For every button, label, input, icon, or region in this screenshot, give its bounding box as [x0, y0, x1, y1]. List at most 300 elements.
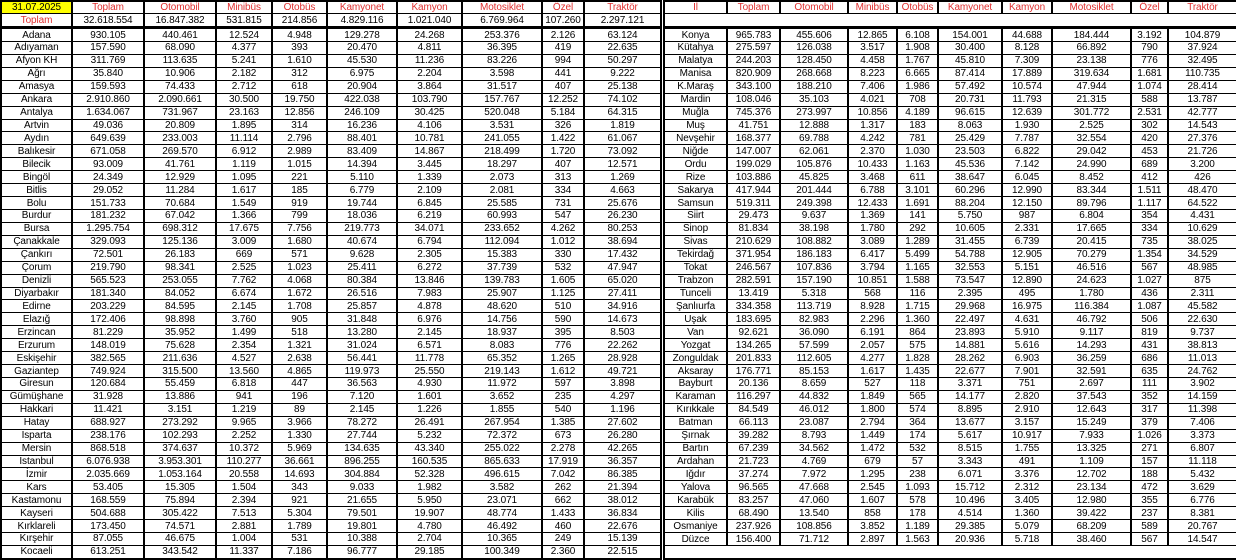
value-cell[interactable]: 6.975 — [327, 67, 397, 80]
value-cell[interactable]: 44.688 — [1002, 28, 1052, 42]
value-cell[interactable]: 29.052 — [72, 184, 144, 197]
value-cell[interactable]: 2.796 — [272, 132, 327, 145]
value-cell[interactable]: 2.820 — [1002, 390, 1052, 403]
value-cell[interactable]: 79.501 — [327, 507, 397, 520]
value-cell[interactable]: 1.012 — [542, 235, 584, 248]
value-cell[interactable]: 679 — [848, 455, 897, 468]
value-cell[interactable]: 11.398 — [1168, 403, 1236, 416]
province-cell[interactable]: Tunceli — [664, 287, 727, 300]
value-cell[interactable]: 1.027 — [1131, 274, 1168, 287]
province-cell[interactable]: Elazığ — [1, 313, 72, 326]
value-cell[interactable]: 134.635 — [327, 442, 397, 455]
value-cell[interactable]: 28.928 — [584, 352, 661, 365]
value-cell[interactable]: 21.726 — [1168, 145, 1236, 158]
value-cell[interactable]: 819 — [1131, 326, 1168, 339]
value-cell[interactable]: 20.936 — [938, 533, 1002, 546]
value-cell[interactable]: 4.297 — [584, 390, 661, 403]
value-cell[interactable]: 13.540 — [780, 507, 848, 520]
value-cell[interactable]: 89 — [272, 403, 327, 416]
value-cell[interactable]: 172.406 — [72, 313, 144, 326]
value-cell[interactable]: 590 — [542, 313, 584, 326]
value-cell[interactable]: 1.339 — [397, 171, 462, 184]
value-cell[interactable]: 4.431 — [1168, 209, 1236, 222]
value-cell[interactable]: 183 — [897, 119, 938, 132]
value-cell[interactable]: 4.277 — [848, 352, 897, 365]
value-cell[interactable]: 36.563 — [327, 377, 397, 390]
value-cell[interactable]: 5.750 — [938, 209, 1002, 222]
value-cell[interactable]: 2.704 — [397, 533, 462, 546]
value-cell[interactable]: 5.617 — [938, 429, 1002, 442]
value-cell[interactable]: 1.755 — [1002, 442, 1052, 455]
value-cell[interactable]: 22.515 — [584, 545, 661, 559]
value-cell[interactable]: 7.042 — [542, 468, 584, 481]
value-cell[interactable]: 32.553 — [938, 261, 1002, 274]
column-header-il[interactable]: İl — [664, 1, 727, 14]
value-cell[interactable]: 426 — [1168, 171, 1236, 184]
value-cell[interactable]: 13.846 — [397, 274, 462, 287]
value-cell[interactable]: 10.906 — [144, 67, 216, 80]
province-cell[interactable]: Bartın — [664, 442, 727, 455]
value-cell[interactable]: 105.876 — [780, 158, 848, 171]
value-cell[interactable]: 89.796 — [1052, 197, 1131, 210]
province-cell[interactable]: Hatay — [1, 416, 72, 429]
value-cell[interactable]: 578 — [897, 494, 938, 507]
value-cell[interactable]: 103.886 — [727, 171, 780, 184]
value-cell[interactable]: 1.321 — [272, 339, 327, 352]
province-cell[interactable]: Edirne — [1, 300, 72, 313]
value-cell[interactable]: 2.395 — [938, 287, 1002, 300]
value-cell[interactable]: 111 — [1131, 377, 1168, 390]
value-cell[interactable]: 412 — [1131, 171, 1168, 184]
value-cell[interactable]: 134.265 — [727, 339, 780, 352]
value-cell[interactable]: 8.083 — [462, 339, 542, 352]
value-cell[interactable]: 7.901 — [1002, 365, 1052, 378]
value-cell[interactable]: 3.966 — [272, 416, 327, 429]
value-cell[interactable]: 1.908 — [897, 42, 938, 55]
value-cell[interactable]: 905 — [272, 313, 327, 326]
value-cell[interactable]: 8.793 — [780, 429, 848, 442]
column-header-minibus[interactable]: Minibüs — [848, 1, 897, 14]
value-cell[interactable]: 78.272 — [327, 416, 397, 429]
value-cell[interactable]: 334 — [1131, 222, 1168, 235]
province-cell[interactable]: Antalya — [1, 106, 72, 119]
value-cell[interactable]: 25.907 — [462, 287, 542, 300]
value-cell[interactable]: 38.647 — [938, 171, 1002, 184]
value-cell[interactable]: 26.280 — [584, 429, 661, 442]
value-cell[interactable]: 1.715 — [897, 300, 938, 313]
value-cell[interactable]: 108.046 — [727, 93, 780, 106]
value-cell[interactable]: 255.022 — [462, 442, 542, 455]
value-cell[interactable]: 36.661 — [272, 455, 327, 468]
value-cell[interactable]: 1.369 — [848, 209, 897, 222]
value-cell[interactable]: 868.518 — [72, 442, 144, 455]
value-cell[interactable]: 98.898 — [144, 313, 216, 326]
value-cell[interactable]: 29.385 — [938, 520, 1002, 533]
value-cell[interactable]: 1.605 — [542, 274, 584, 287]
value-cell[interactable]: 1.269 — [584, 171, 661, 184]
value-cell[interactable]: 221 — [272, 171, 327, 184]
value-cell[interactable]: 38.694 — [584, 235, 661, 248]
province-cell[interactable]: Isparta — [1, 429, 72, 442]
province-cell[interactable]: Kilis — [664, 507, 727, 520]
value-cell[interactable]: 14.543 — [1168, 119, 1236, 132]
value-cell[interactable]: 46.792 — [1052, 313, 1131, 326]
value-cell[interactable]: 6.665 — [897, 67, 938, 80]
value-cell[interactable]: 565.523 — [72, 274, 144, 287]
value-cell[interactable]: 29.042 — [1052, 145, 1131, 158]
value-cell[interactable]: 1.617 — [848, 365, 897, 378]
value-cell[interactable]: 10.605 — [938, 222, 1002, 235]
value-cell[interactable]: 39.422 — [1052, 507, 1131, 520]
value-cell[interactable]: 12.990 — [1002, 184, 1052, 197]
value-cell[interactable]: 60.993 — [462, 209, 542, 222]
value-cell[interactable]: 1.360 — [897, 313, 938, 326]
value-cell[interactable]: 314 — [272, 119, 327, 132]
value-cell[interactable]: 919 — [272, 197, 327, 210]
province-cell[interactable]: K.Maraş — [664, 80, 727, 93]
value-cell[interactable]: 472 — [1131, 481, 1168, 494]
province-cell[interactable]: Mardin — [664, 93, 727, 106]
value-cell[interactable]: 3.902 — [1168, 377, 1236, 390]
value-cell[interactable]: 10.781 — [397, 132, 462, 145]
value-cell[interactable]: 6.272 — [397, 261, 462, 274]
value-cell[interactable]: 38.012 — [584, 494, 661, 507]
value-cell[interactable]: 23.163 — [216, 106, 272, 119]
value-cell[interactable]: 4.106 — [397, 119, 462, 132]
value-cell[interactable]: 181.232 — [72, 209, 144, 222]
value-cell[interactable]: 14.159 — [1168, 390, 1236, 403]
value-cell[interactable]: 3.864 — [397, 80, 462, 93]
value-cell[interactable]: 1.074 — [1131, 80, 1168, 93]
value-cell[interactable]: 12.702 — [1052, 468, 1131, 481]
value-cell[interactable]: 46.516 — [1052, 261, 1131, 274]
province-cell[interactable]: Amasya — [1, 80, 72, 93]
province-cell[interactable]: Çanakkale — [1, 235, 72, 248]
value-cell[interactable]: 23.071 — [462, 494, 542, 507]
value-cell[interactable]: 126.038 — [780, 42, 848, 55]
value-cell[interactable]: 1.720 — [542, 145, 584, 158]
province-cell[interactable]: Rize — [664, 171, 727, 184]
value-cell[interactable]: 22.635 — [584, 42, 661, 55]
value-cell[interactable]: 9.737 — [1168, 326, 1236, 339]
value-cell[interactable]: 26.491 — [397, 416, 462, 429]
value-cell[interactable]: 57 — [897, 455, 938, 468]
value-cell[interactable]: 3.760 — [216, 313, 272, 326]
value-cell[interactable]: 519.311 — [727, 197, 780, 210]
value-cell[interactable]: 2.278 — [542, 442, 584, 455]
value-cell[interactable]: 25.138 — [584, 80, 661, 93]
value-cell[interactable]: 649.639 — [72, 132, 144, 145]
column-header-traktor[interactable]: Traktör — [584, 1, 661, 14]
value-cell[interactable]: 65.020 — [584, 274, 661, 287]
value-cell[interactable]: 25.857 — [327, 300, 397, 313]
value-cell[interactable]: 6.779 — [327, 184, 397, 197]
value-cell[interactable]: 2.081 — [462, 184, 542, 197]
province-cell[interactable]: İstanbul — [1, 455, 72, 468]
column-header-kamyonet[interactable]: Kamyonet — [327, 1, 397, 14]
value-cell[interactable]: 6.807 — [1168, 442, 1236, 455]
value-cell[interactable]: 156.400 — [727, 533, 780, 546]
value-cell[interactable]: 2.545 — [848, 481, 897, 494]
province-cell[interactable]: Mersin — [1, 442, 72, 455]
value-cell[interactable]: 244.203 — [727, 54, 780, 67]
value-cell[interactable]: 36.090 — [780, 326, 848, 339]
value-cell[interactable]: 67.042 — [144, 209, 216, 222]
value-cell[interactable]: 19.801 — [327, 520, 397, 533]
value-cell[interactable]: 453 — [1131, 145, 1168, 158]
value-cell[interactable]: 3.192 — [1131, 28, 1168, 42]
value-cell[interactable]: 12.150 — [1002, 197, 1052, 210]
value-cell[interactable]: 447 — [272, 377, 327, 390]
province-cell[interactable]: Niğde — [664, 145, 727, 158]
value-cell[interactable]: 751 — [1002, 377, 1052, 390]
value-cell[interactable]: 2.182 — [216, 67, 272, 80]
value-cell[interactable]: 355 — [1131, 494, 1168, 507]
value-cell[interactable]: 987 — [1002, 209, 1052, 222]
value-cell[interactable]: 83.409 — [327, 145, 397, 158]
value-cell[interactable]: 4.865 — [272, 365, 327, 378]
value-cell[interactable]: 531 — [272, 533, 327, 546]
value-cell[interactable]: 417.944 — [727, 184, 780, 197]
value-cell[interactable]: 128.450 — [780, 54, 848, 67]
value-cell[interactable]: 1.499 — [216, 326, 272, 339]
value-cell[interactable]: 157.590 — [72, 42, 144, 55]
value-cell[interactable]: 14.756 — [462, 313, 542, 326]
value-cell[interactable]: 12.890 — [1002, 274, 1052, 287]
value-cell[interactable]: 3.373 — [1168, 429, 1236, 442]
value-cell[interactable]: 50.297 — [584, 54, 661, 67]
value-cell[interactable]: 273.997 — [780, 106, 848, 119]
value-cell[interactable]: 23.503 — [938, 145, 1002, 158]
value-cell[interactable]: 1.125 — [542, 287, 584, 300]
value-cell[interactable]: 302 — [1131, 119, 1168, 132]
value-cell[interactable]: 3.898 — [584, 377, 661, 390]
value-cell[interactable]: 5.304 — [272, 507, 327, 520]
value-cell[interactable]: 10.365 — [462, 533, 542, 546]
value-cell[interactable]: 219.773 — [327, 222, 397, 235]
value-cell[interactable]: 38.460 — [1052, 533, 1131, 546]
value-cell[interactable]: 36.395 — [462, 42, 542, 55]
value-cell[interactable]: 7.787 — [1002, 132, 1052, 145]
value-cell[interactable]: 13.280 — [327, 326, 397, 339]
value-cell[interactable]: 34.916 — [584, 300, 661, 313]
province-cell[interactable]: Gaziantep — [1, 365, 72, 378]
value-cell[interactable]: 139.783 — [462, 274, 542, 287]
value-cell[interactable]: 343.542 — [144, 545, 216, 559]
value-cell[interactable]: 941 — [216, 390, 272, 403]
value-cell[interactable]: 100.349 — [462, 545, 542, 559]
value-cell[interactable]: 23.893 — [938, 326, 1002, 339]
value-cell[interactable]: 88.204 — [938, 197, 1002, 210]
value-cell[interactable]: 4.377 — [216, 42, 272, 55]
value-cell[interactable]: 9.965 — [216, 416, 272, 429]
value-cell[interactable]: 11.337 — [216, 545, 272, 559]
value-cell[interactable]: 22.262 — [584, 339, 661, 352]
value-cell[interactable]: 178 — [897, 507, 938, 520]
value-cell[interactable]: 112.094 — [462, 235, 542, 248]
value-cell[interactable]: 21.394 — [584, 481, 661, 494]
value-cell[interactable]: 6.776 — [1168, 494, 1236, 507]
value-cell[interactable]: 731 — [542, 197, 584, 210]
column-header-otomobil[interactable]: Otomobil — [144, 1, 216, 14]
value-cell[interactable]: 1.789 — [272, 520, 327, 533]
province-cell[interactable]: Erzincan — [1, 326, 72, 339]
value-cell[interactable]: 319.634 — [1052, 67, 1131, 80]
value-cell[interactable]: 506 — [1131, 313, 1168, 326]
value-cell[interactable]: 540 — [542, 403, 584, 416]
value-cell[interactable]: 35.952 — [144, 326, 216, 339]
value-cell[interactable]: 4.930 — [397, 377, 462, 390]
value-cell[interactable]: 547 — [542, 209, 584, 222]
value-cell[interactable]: 12.639 — [1002, 106, 1052, 119]
province-cell[interactable]: Kayseri — [1, 507, 72, 520]
value-cell[interactable]: 1.265 — [542, 352, 584, 365]
value-cell[interactable]: 2.881 — [216, 520, 272, 533]
value-cell[interactable]: 8.659 — [780, 377, 848, 390]
value-cell[interactable]: 1.691 — [897, 197, 938, 210]
value-cell[interactable]: 35.840 — [72, 67, 144, 80]
value-cell[interactable]: 27.744 — [327, 429, 397, 442]
value-cell[interactable]: 23.087 — [780, 416, 848, 429]
value-cell[interactable]: 7.762 — [216, 274, 272, 287]
value-cell[interactable]: 3.582 — [462, 481, 542, 494]
value-cell[interactable]: 301.772 — [1052, 106, 1131, 119]
value-cell[interactable]: 7.972 — [780, 468, 848, 481]
value-cell[interactable]: 2.296 — [848, 313, 897, 326]
value-cell[interactable]: 698.312 — [144, 222, 216, 235]
value-cell[interactable]: 4.663 — [584, 184, 661, 197]
province-cell[interactable]: Ardahan — [664, 455, 727, 468]
value-cell[interactable]: 40.674 — [327, 235, 397, 248]
value-cell[interactable]: 3.953.301 — [144, 455, 216, 468]
value-cell[interactable]: 75.628 — [144, 339, 216, 352]
province-cell[interactable]: Ordu — [664, 158, 727, 171]
value-cell[interactable]: 1.828 — [897, 352, 938, 365]
value-cell[interactable]: 28.414 — [1168, 80, 1236, 93]
value-cell[interactable]: 253.376 — [462, 28, 542, 42]
value-cell[interactable]: 104.879 — [1168, 28, 1236, 42]
value-cell[interactable]: 81.229 — [72, 326, 144, 339]
value-cell[interactable]: 8.452 — [1052, 171, 1131, 184]
value-cell[interactable]: 96.777 — [327, 545, 397, 559]
value-cell[interactable]: 13.325 — [1052, 442, 1131, 455]
province-cell[interactable]: Aksaray — [664, 365, 727, 378]
value-cell[interactable]: 237.926 — [727, 520, 780, 533]
value-cell[interactable]: 330 — [542, 248, 584, 261]
value-cell[interactable]: 2.331 — [1002, 222, 1052, 235]
value-cell[interactable]: 431 — [1131, 339, 1168, 352]
province-cell[interactable]: İzmir — [1, 468, 72, 481]
province-cell[interactable]: Sakarya — [664, 184, 727, 197]
value-cell[interactable]: 7.186 — [272, 545, 327, 559]
value-cell[interactable]: 63.124 — [584, 28, 661, 42]
value-cell[interactable]: 67.239 — [727, 442, 780, 455]
value-cell[interactable]: 2.794 — [848, 416, 897, 429]
value-cell[interactable]: 188.210 — [780, 80, 848, 93]
value-cell[interactable]: 154.001 — [938, 28, 1002, 42]
value-cell[interactable]: 1.982 — [397, 481, 462, 494]
value-cell[interactable]: 157 — [1131, 455, 1168, 468]
value-cell[interactable]: 7.513 — [216, 507, 272, 520]
value-cell[interactable]: 2.073 — [462, 171, 542, 184]
value-cell[interactable]: 17.432 — [584, 248, 661, 261]
value-cell[interactable]: 14.673 — [584, 313, 661, 326]
value-cell[interactable]: 329.093 — [72, 235, 144, 248]
value-cell[interactable]: 2.394 — [216, 494, 272, 507]
province-cell[interactable]: Sivas — [664, 235, 727, 248]
value-cell[interactable]: 201.444 — [780, 184, 848, 197]
value-cell[interactable]: 11.236 — [397, 54, 462, 67]
value-cell[interactable]: 588 — [1131, 93, 1168, 106]
value-cell[interactable]: 48.774 — [462, 507, 542, 520]
value-cell[interactable]: 865.633 — [462, 455, 542, 468]
value-cell[interactable]: 44.832 — [780, 390, 848, 403]
value-cell[interactable]: 83.344 — [1052, 184, 1131, 197]
province-cell[interactable]: Kırklareli — [1, 520, 72, 533]
value-cell[interactable]: 1.295.754 — [72, 222, 144, 235]
province-cell[interactable]: Konya — [664, 28, 727, 42]
value-cell[interactable]: 5.718 — [1002, 533, 1052, 546]
value-cell[interactable]: 1.607 — [848, 494, 897, 507]
value-cell[interactable]: 108.882 — [780, 235, 848, 248]
value-cell[interactable]: 6.845 — [397, 197, 462, 210]
value-cell[interactable]: 311.769 — [72, 54, 144, 67]
value-cell[interactable]: 12.856 — [272, 106, 327, 119]
province-cell[interactable]: Bolu — [1, 197, 72, 210]
value-cell[interactable]: 527 — [848, 377, 897, 390]
value-cell[interactable]: 2.697 — [1052, 377, 1131, 390]
value-cell[interactable]: 1.601 — [397, 390, 462, 403]
value-cell[interactable]: 5.616 — [1002, 339, 1052, 352]
value-cell[interactable]: 31.928 — [72, 390, 144, 403]
province-cell[interactable]: Iğdır — [664, 468, 727, 481]
value-cell[interactable]: 11.284 — [144, 184, 216, 197]
value-cell[interactable]: 6.739 — [1002, 235, 1052, 248]
value-cell[interactable]: 4.631 — [1002, 313, 1052, 326]
value-cell[interactable]: 25.429 — [938, 132, 1002, 145]
province-cell[interactable]: Denizli — [1, 274, 72, 287]
value-cell[interactable]: 532 — [542, 261, 584, 274]
value-cell[interactable]: 8.063 — [938, 119, 1002, 132]
value-cell[interactable]: 9.117 — [1052, 326, 1131, 339]
value-cell[interactable]: 116.297 — [727, 390, 780, 403]
value-cell[interactable]: 504.688 — [72, 507, 144, 520]
value-cell[interactable]: 1.612 — [542, 365, 584, 378]
value-cell[interactable]: 31.848 — [327, 313, 397, 326]
value-cell[interactable]: 334 — [542, 184, 584, 197]
value-cell[interactable]: 36.259 — [1052, 352, 1131, 365]
value-cell[interactable]: 20.731 — [938, 93, 1002, 106]
value-cell[interactable]: 1.422 — [542, 132, 584, 145]
value-cell[interactable]: 24.990 — [1052, 158, 1131, 171]
value-cell[interactable]: 1.767 — [897, 54, 938, 67]
value-cell[interactable]: 68.209 — [1052, 520, 1131, 533]
value-cell[interactable]: 27.411 — [584, 287, 661, 300]
date-cell[interactable]: 31.07.2025 — [1, 1, 72, 14]
province-cell[interactable]: Adıyaman — [1, 42, 72, 55]
value-cell[interactable]: 39.282 — [727, 429, 780, 442]
value-cell[interactable]: 13.560 — [216, 365, 272, 378]
column-header-toplam[interactable]: Toplam — [72, 1, 144, 14]
province-cell[interactable]: Kırşehir — [1, 533, 72, 546]
value-cell[interactable]: 1.433 — [542, 507, 584, 520]
province-cell[interactable]: Uşak — [664, 313, 727, 326]
value-cell[interactable]: 1.219 — [216, 403, 272, 416]
value-cell[interactable]: 4.262 — [542, 222, 584, 235]
value-cell[interactable]: 14.867 — [397, 145, 462, 158]
value-cell[interactable]: 13.677 — [938, 416, 1002, 429]
value-cell[interactable]: 73.092 — [584, 145, 661, 158]
